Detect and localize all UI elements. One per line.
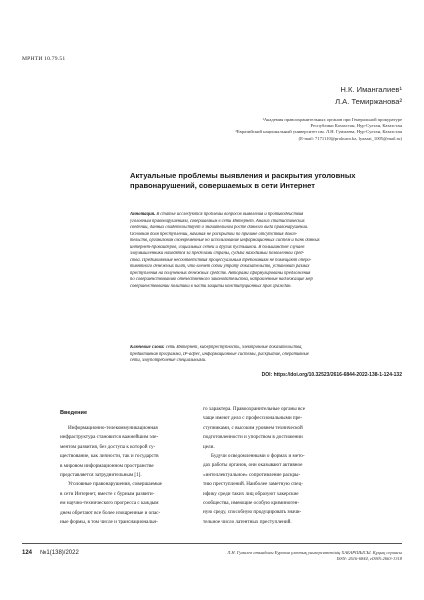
body-line: ифику среди таких лиц образуют хакерские (203, 490, 299, 497)
body-line: ные формы, в том числе и транснациональн- (60, 519, 158, 526)
body-line: ем научно-технического прогресса с каждым (60, 500, 159, 507)
abstract-line: сведений, данных свидетельствует о значительном росте данного вида правонарушений. (130, 225, 309, 231)
affiliations (120, 117, 402, 142)
body-line: Информационно-телекоммуникационная (68, 425, 158, 431)
body-line: «интеллектуальное» сопротивление раскры- (203, 471, 301, 478)
body-column-left (60, 424, 188, 527)
abstract-line: преступления на полученных денежных средств. Авторами сформулированы предложения (130, 270, 311, 276)
abstract (130, 212, 402, 291)
body-line: представляется затруднительным [1]. (60, 472, 142, 479)
journal-title: Л.Н. Гумилев атындағы Еуразия ұлттық университетінің ХАБАРШЫСЫ. Құқық сериясы (227, 550, 402, 555)
page-number: 124 (22, 550, 33, 556)
keywords (130, 345, 402, 365)
abstract-line: злоумышленники находятся за пределами страны, судьба находимый позволенной сред- (130, 251, 305, 257)
body-line: го характера. Правоохранительные органы все (203, 406, 305, 412)
body-line: в сети Интернет, вместе с бурным развити- (60, 490, 155, 497)
author-list (200, 84, 402, 108)
abstract-first-line: Аннотация. В статье исследуются проблемы вопросов выявления и противодействия (130, 212, 304, 217)
journal-issn: ISSN: 2616-6844, eISSN:2663-1318 (336, 556, 402, 561)
body-line: днем обретают все более изощренные и опас- (60, 509, 161, 516)
affiliation-email: (E-mail: 7171110@prokuror.kz, lyazzat_1005@mail.ru) (298, 135, 402, 141)
abstract-line: совершенствований политики в части защиты конституционных прав граждан. (130, 284, 292, 290)
body-line: ществование, как личности, так и государств (60, 453, 159, 460)
section-heading: Введение (60, 410, 88, 416)
keywords-label: Ключевые слова: (130, 345, 165, 350)
body-line: тельное число латентных преступлений. (203, 518, 292, 525)
doi-link[interactable]: DOI: https://doi.org/10.32523/2616-6844-2022-138-1-124-132 (261, 372, 402, 378)
title-line: правонарушений, совершаемых в сети Интернет (130, 181, 316, 190)
body-line: Будучи осведомленными о формах и мето- (211, 453, 305, 460)
body-line: чаще имеют дело с профессиональными пре- (203, 415, 303, 422)
body-line: Уголовные правонарушения, совершаемые (68, 481, 162, 488)
keywords-line: предиктивная программа, IP-адрес, информационные системы, раскрытие, оперативные (130, 351, 309, 357)
body-column-right (203, 405, 341, 527)
body-line: ментом развития, без доступа к которой су- (60, 443, 156, 450)
affiliation-line: Республики Казахстан, Нур-Султан, Казахстан (310, 123, 402, 129)
body-line: дах работы органов, они оказывают активное (203, 462, 303, 469)
mrnti-code: МРНТИ 10.79.51 (22, 56, 66, 62)
issue-number: №1(138)/2022 (40, 550, 79, 556)
keywords-line: сети, злоупотребление специальными. (130, 358, 207, 364)
body-line: инфраструктура становится важнейшим эле- (60, 434, 159, 441)
article-title (130, 171, 402, 191)
body-line: подготовленности и упорством в достижении (203, 434, 303, 441)
abstract-line: Основная доля преступлений, начиная не раскрытой по причине отсутствия доказ- (130, 231, 298, 237)
abstract-line: тельств, организован своевременные но использование информационных систем и банк данных (130, 238, 320, 244)
body-line: сообщества, имеющие особую криминоген- (203, 500, 300, 507)
abstract-line: ства. Предъявляемые несоответствия процессуальным требованиям не помещают опера- (130, 257, 312, 263)
abstract-line: по совершенствованию отечественного законодательства, направленные надлежащие мер (130, 277, 313, 283)
affiliation-line: ²Евразийский национальный университет им. Л.Н. Гумилева, Нур-Султан, Казахстан (235, 129, 402, 135)
body-line: ступниками, с высоким уровнем технической (203, 424, 303, 431)
abstract-line: тивнтного денежных пилт, что влечет собой утрату доказательств, установит размах (130, 264, 310, 270)
body-line: в мировом информационном пространстве (60, 462, 154, 469)
abstract-line: интернет-провайдеров, социальных сетей и других пустышкой. В большинстве случаев (130, 244, 305, 250)
body-line: тию преступлений. Наиболее заметную спец- (203, 481, 303, 488)
title-line: Актуальные проблемы выявления и раскрытия уголовных (130, 171, 356, 180)
keywords-first-line: Ключевые слова: сеть Интернет, киберпреступность, электронные доказательства, (130, 345, 303, 350)
journal-name (170, 550, 402, 562)
abstract-label: Аннотация. (130, 212, 156, 217)
body-line: цели. (203, 443, 215, 450)
affiliation-line: ¹Академия правоохранительных органов при Генеральной прокуратуре (262, 117, 402, 122)
author-name: Л.А. Темиржанова² (335, 97, 402, 106)
abstract-line: уголовным правонарушениям, совершаемым в сети Интернет. Анализ статистических (130, 218, 305, 224)
body-line: ную среду, способную продуцировать значи- (203, 509, 302, 516)
footer-divider (22, 543, 402, 544)
author-name: Н.К. Имангалиев¹ (340, 85, 402, 94)
